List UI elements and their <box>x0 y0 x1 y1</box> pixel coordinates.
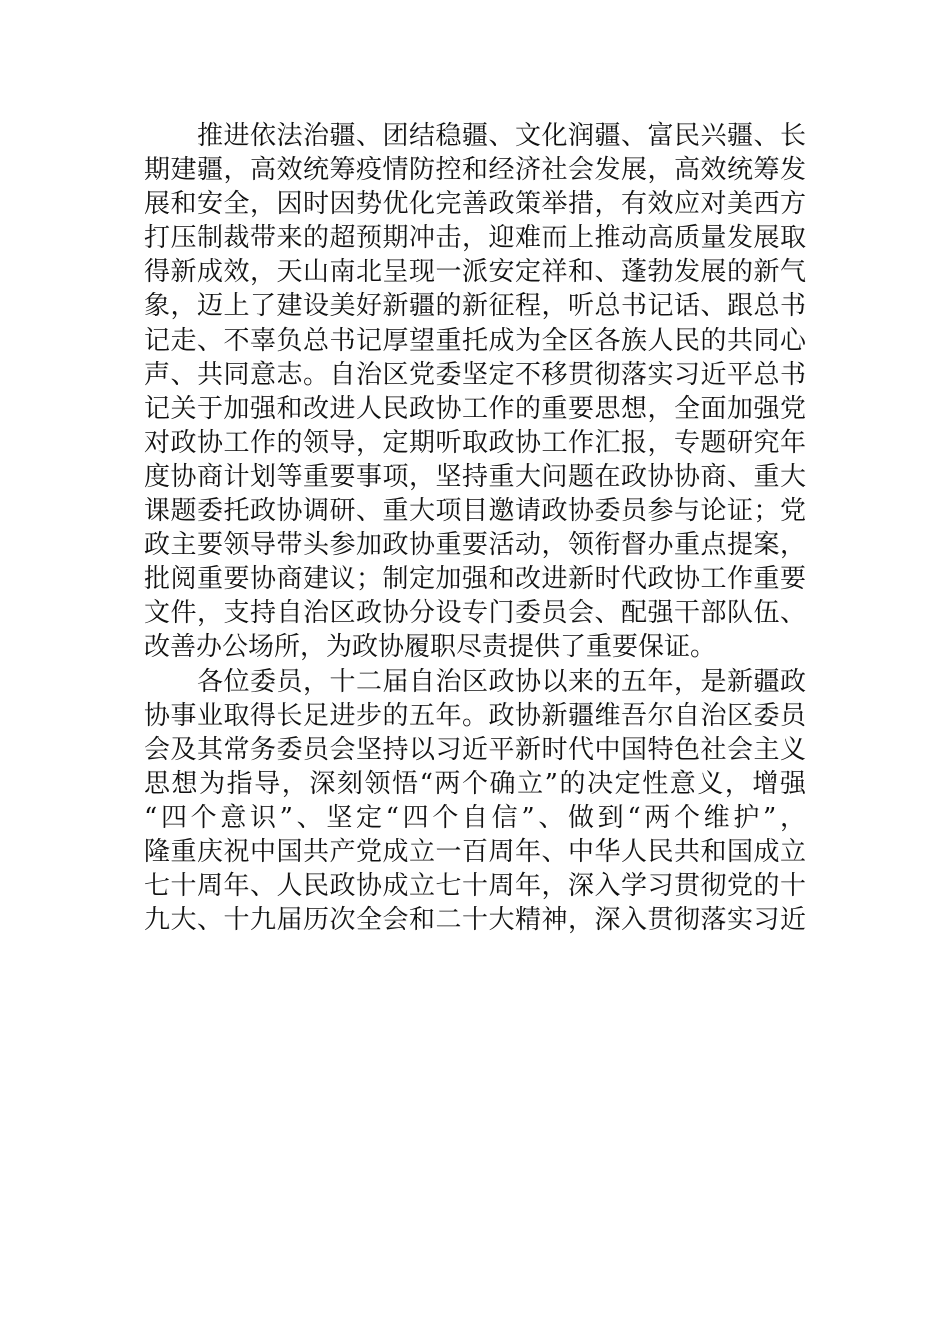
paragraph-1-line-15: 文件，支持自治区政协分设专门委员会、配强干部队伍、 <box>144 598 806 629</box>
paragraph-1-line-10: 对政协工作的领导，定期听取政协工作汇报，专题研究年 <box>144 427 806 458</box>
paragraph-2-line-8: 九大、十九届历次全会和二十大精神，深入贯彻落实习近 <box>144 905 806 936</box>
paragraph-2-line-3: 会及其常务委员会坚持以习近平新时代中国特色社会主义 <box>144 734 806 765</box>
paragraph-1-line-16: 改善办公场所，为政协履职尽责提供了重要保证。 <box>144 632 717 663</box>
paragraph-1-line-11: 度协商计划等重要事项，坚持重大问题在政协协商、重大 <box>144 461 806 492</box>
paragraph-2-line-7: 七十周年、人民政协成立七十周年，深入学习贯彻党的十 <box>144 871 806 902</box>
paragraph-2-line-4: 思想为指导，深刻领悟“两个确立”的决定性意义，增强 <box>144 768 806 799</box>
paragraph-2-line-5: “四个意识”、坚定“四个自信”、做到“两个维护”， <box>144 802 806 833</box>
paragraph-1-line-6: 象，迈上了建设美好新疆的新征程，听总书记话、跟总书 <box>144 291 806 322</box>
body-text <box>144 119 806 937</box>
paragraph-2-line-2: 协事业取得长足进步的五年。政协新疆维吾尔自治区委员 <box>144 700 806 731</box>
paragraph-2-line-6: 隆重庆祝中国共产党成立一百周年、中华人民共和国成立 <box>144 836 806 867</box>
paragraph-1-line-8: 声、共同意志。自治区党委坚定不移贯彻落实习近平总书 <box>144 359 806 390</box>
paragraph-2-line-1: 各位委员，十二届自治区政协以来的五年，是新疆政 <box>144 666 806 697</box>
paragraph-1-line-14: 批阅重要协商建议；制定加强和改进新时代政协工作重要 <box>144 564 806 595</box>
paragraph-1-line-13: 政主要领导带头参加政协重要活动，领衔督办重点提案， <box>144 530 806 561</box>
paragraph-1-line-12: 课题委托政协调研、重大项目邀请政协委员参与论证；党 <box>144 496 806 527</box>
paragraph-1-line-2: 期建疆，高效统筹疫情防控和经济社会发展，高效统筹发 <box>144 155 806 186</box>
paragraph-1-line-9: 记关于加强和改进人民政协工作的重要思想，全面加强党 <box>144 393 806 424</box>
paragraph-1-line-3: 展和安全，因时因势优化完善政策举措，有效应对美西方 <box>144 189 806 220</box>
paragraph-1-line-5: 得新成效，天山南北呈现一派安定祥和、蓬勃发展的新气 <box>144 257 806 288</box>
paragraph-1-line-7: 记走、不辜负总书记厚望重托成为全区各族人民的共同心 <box>144 325 806 356</box>
paragraph-1-line-1: 推进依法治疆、团结稳疆、文化润疆、富民兴疆、长 <box>144 121 806 151</box>
paragraph-1-line-4: 打压制裁带来的超预期冲击，迎难而上推动高质量发展取 <box>144 223 806 254</box>
